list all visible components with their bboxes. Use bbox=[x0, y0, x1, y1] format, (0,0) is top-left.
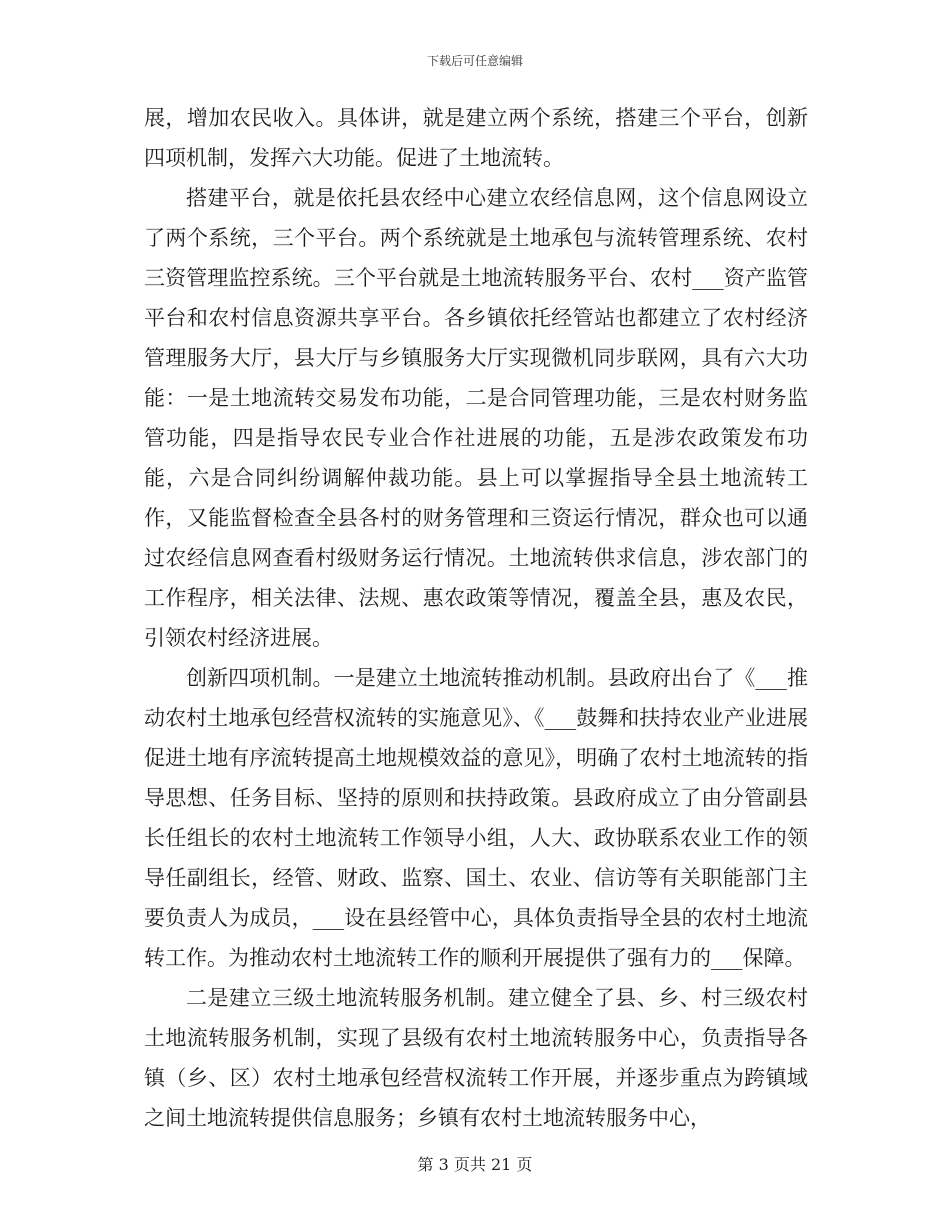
document-body bbox=[144, 98, 808, 1138]
paragraph-4: 二是建立三级土地流转服务机制。建立健全了县、乡、村三级农村土地流转服务机制，实现了县级有农村土地流转服务中心，负责指导各镇（乡、区）农村土地承包经营权流转工作开展，并逐步重点为跨镇域之间土地流转提供信息服务；乡镇有农村土地流转服务中心， bbox=[144, 986, 808, 1130]
paragraph-1: 展，增加农民收入。具体讲，就是建立两个系统，搭建三个平台，创新四项机制，发挥六大功能。促进了土地流转。 bbox=[144, 106, 808, 170]
page-header: 下载后可任意编辑 bbox=[426, 54, 523, 68]
paragraph-2: 搭建平台，就是依托县农经中心建立农经信息网，这个信息网设立了两个系统，三个平台。两个系统就是土地承包与流转管理系统、农村三资管理监控系统。三个平台就是土地流转服务平台、农村___资产监管平台和农村信息资源共享平台。各乡镇依托经管站也都建立了农村经济管理服务大厅，县大厅与乡镇服务大厅实现微机同步联网，具有六大功能：一是土地流转交易发布功能，二是合同管理功能，三是农村财务监管功能，四是指导农民专业合作社进展的功能，五是涉农政策发布功能，六是合同纠纷调解仲裁功能。县上可以掌握指导全县土地流转工作，又能监督检查全县各村的财务管理和三资运行情况，群众也可以通过农经信息网查看村级财务运行情况。土地流转供求信息，涉农部门的工作程序，相关法律、法规、惠农政策等情况，覆盖全县，惠及农民，引领农村经济进展。 bbox=[144, 186, 808, 650]
paragraph-3: 创新四项机制。一是建立土地流转推动机制。县政府出台了《___推动农村土地承包经营权流转的实施意见》、《___鼓舞和扶持农业产业进展促进土地有序流转提高土地规模效益的意见》，明确了农村土地流转的指导思想、任务目标、坚持的原则和扶持政策。县政府成立了由分管副县长任组长的农村土地流转工作领导小组，人大、政协联系农业工作的领导任副组长，经管、财政、监察、国土、农业、信访等有关职能部门主要负责人为成员，___设在县经管中心，具体负责指导全县的农村土地流转工作。为推动农村土地流转工作的顺利开展提供了强有力的___保障。 bbox=[144, 666, 808, 970]
page-footer: 第 3 页共 21 页 bbox=[417, 1155, 533, 1174]
